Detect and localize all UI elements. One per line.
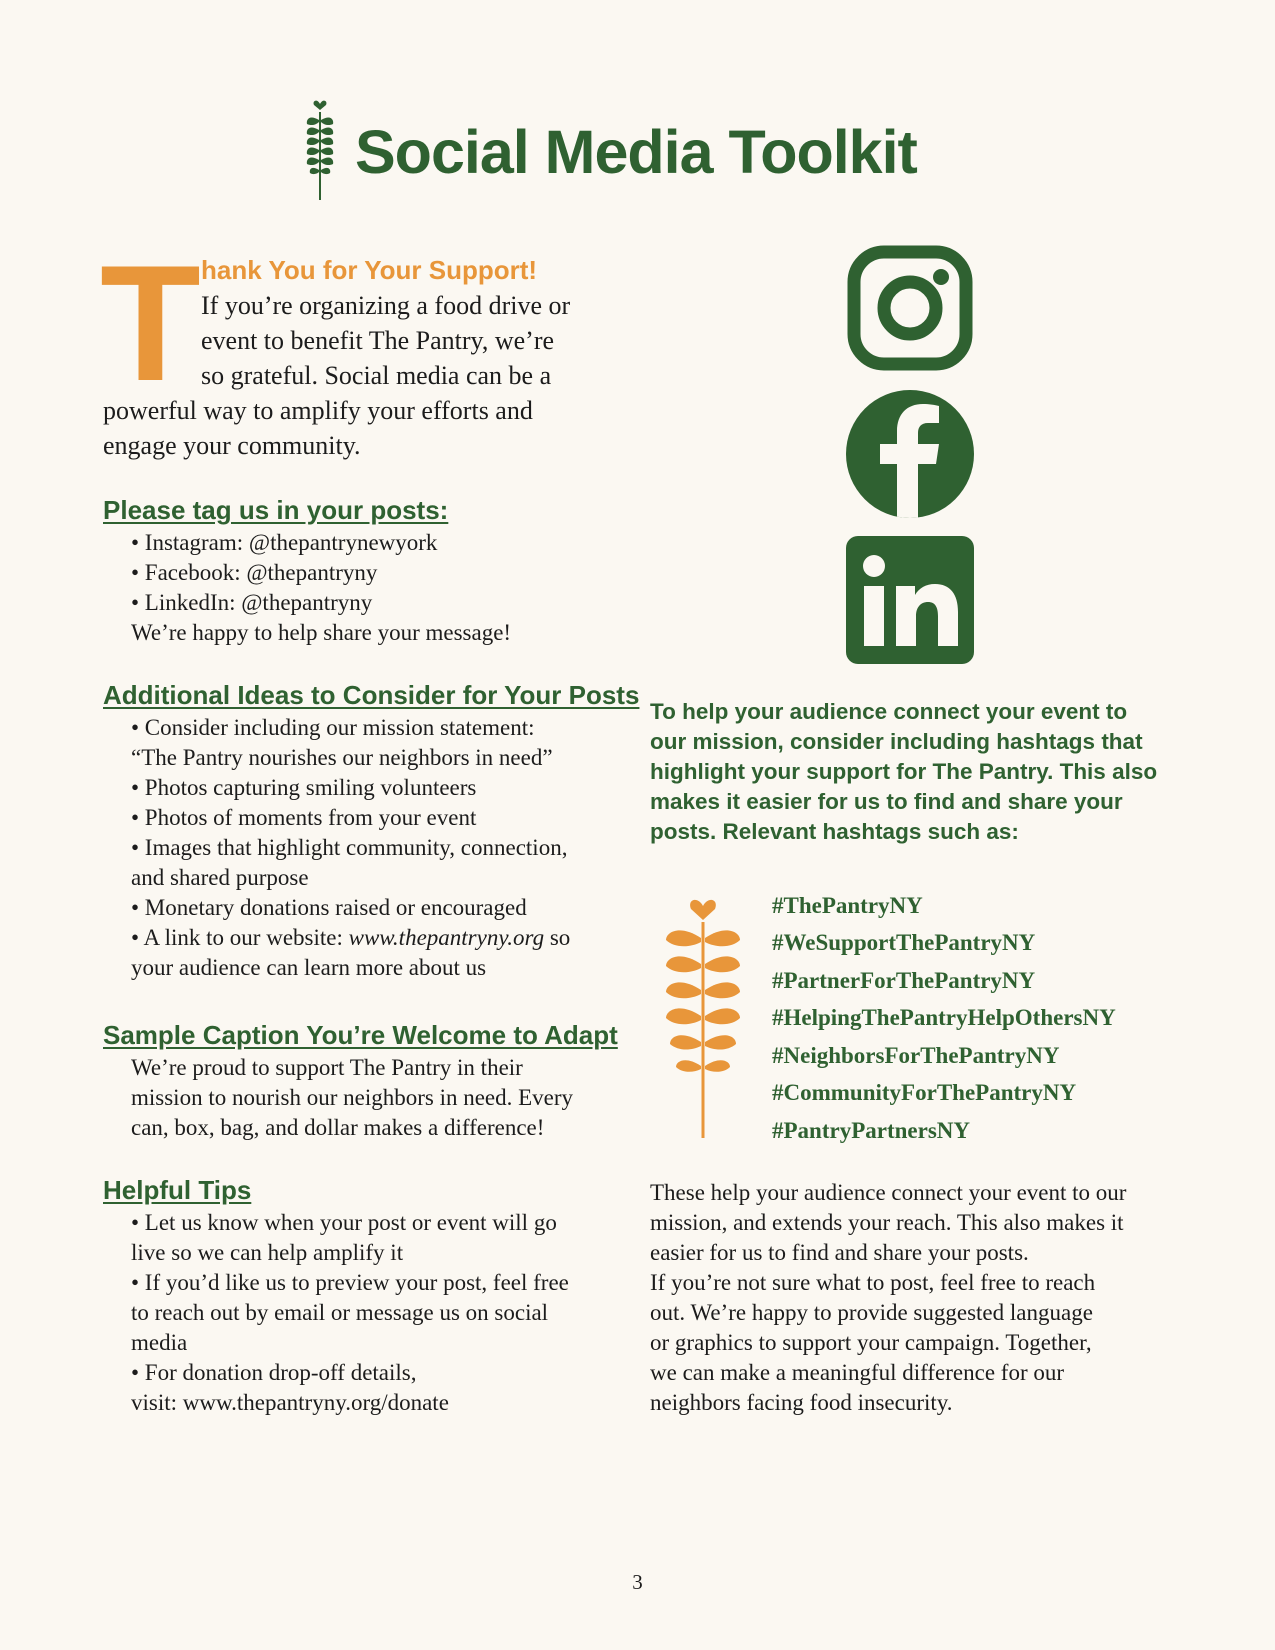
caption-section-heading: Sample Caption You’re Welcome to Adapt [103, 1020, 618, 1050]
instagram-icon [846, 244, 974, 372]
list-item: • Instagram: @thepantrynewyork [131, 530, 438, 555]
hashtag-intro-line: makes it easier for us to find and share your [650, 789, 1123, 814]
drop-cap: T [100, 231, 201, 415]
hashtag-intro-line: posts. Relevant hashtags such as: [650, 819, 1019, 844]
hashtag-item: #PantryPartnersNY [772, 1118, 971, 1143]
closing-line: These help your audience connect your event to our [650, 1180, 1127, 1205]
intro-line: event to benefit The Pantry, we’re [201, 326, 555, 355]
list-item: • Photos capturing smiling volunteers [131, 775, 477, 800]
hashtag-item: #CommunityForThePantryNY [772, 1080, 1077, 1105]
page-title: Social Media Toolkit [355, 118, 917, 186]
closing-line: out. We’re happy to provide suggested language [650, 1300, 1093, 1325]
wheat-icon [300, 98, 340, 202]
list-item: “The Pantry nourishes our neighbors in need” [131, 745, 553, 770]
list-item: and shared purpose [131, 865, 309, 890]
list-item: • LinkedIn: @thepantryny [131, 590, 373, 615]
hashtag-item: #WeSupportThePantryNY [772, 930, 1036, 955]
facebook-icon [846, 390, 974, 518]
tip-line: media [131, 1330, 188, 1355]
hashtag-item: #ThePantryNY [772, 893, 923, 918]
linkedin-icon [846, 536, 974, 664]
wheat-icon [658, 894, 748, 1140]
closing-line: mission, and extends your reach. This also makes it [650, 1210, 1124, 1235]
hashtag-intro-line: highlight your support for The Pantry. This also [650, 759, 1158, 784]
closing-line: we can make a meaningful difference for our [650, 1360, 1065, 1385]
intro-line: If you’re organizing a food drive or [201, 291, 571, 320]
list-item: • Facebook: @thepantryny [131, 560, 378, 585]
hashtag-intro-line: To help your audience connect your event to [650, 699, 1128, 724]
ideas-section-heading: Additional Ideas to Consider for Your Posts [103, 680, 640, 710]
list-item: your audience can learn more about us [131, 955, 487, 980]
tip-line: • If you’d like us to preview your post, feel free [131, 1270, 569, 1295]
hashtag-item: #NeighborsForThePantryNY [772, 1043, 1060, 1068]
list-item: • Consider including our mission statement: [131, 715, 535, 740]
intro-line: engage your community. [103, 431, 361, 460]
closing-line: neighbors facing food insecurity. [650, 1390, 953, 1415]
intro-line: so grateful. Social media can be a [201, 361, 552, 390]
tip-line: • Let us know when your post or event will go [131, 1210, 557, 1235]
tips-section-heading: Helpful Tips [103, 1175, 252, 1205]
caption-line: We’re proud to support The Pantry in their [131, 1055, 523, 1080]
hashtag-intro-line: our mission, consider including hashtags that [650, 729, 1143, 754]
link-prefix: • A link to our website: [131, 925, 349, 950]
closing-line: If you’re not sure what to post, feel free to reach [650, 1270, 1096, 1295]
caption-line: can, box, bag, and dollar makes a difference! [131, 1115, 545, 1140]
list-item: We’re happy to help share your message! [131, 620, 512, 645]
website-link[interactable]: www.thepantryny.org [348, 925, 545, 950]
tip-line: to reach out by email or message us on social [131, 1300, 549, 1325]
hashtag-item: #PartnerForThePantryNY [772, 968, 1036, 993]
hashtag-item: #HelpingThePantryHelpOthersNY [772, 1005, 1116, 1030]
caption-line: mission to nourish our neighbors in need. Every [131, 1085, 574, 1110]
closing-line: or graphics to support your campaign. Together, [650, 1330, 1092, 1355]
tip-line: live so we can help amplify it [131, 1240, 404, 1265]
tip-line: • For donation drop-off details, [131, 1360, 417, 1385]
tip-line: visit: www.thepantryny.org/donate [131, 1390, 449, 1415]
list-item: • Images that highlight community, connection, [131, 835, 568, 860]
closing-line: easier for us to find and share your posts. [650, 1240, 1029, 1265]
tag-section-heading: Please tag us in your posts: [103, 495, 449, 525]
link-suffix: so [544, 925, 571, 950]
intro-heading: hank You for Your Support! [201, 255, 538, 285]
list-item-website [131, 923, 570, 953]
list-item: • Monetary donations raised or encouraged [131, 895, 527, 920]
page-number: 3 [632, 1570, 643, 1594]
list-item: • Photos of moments from your event [131, 805, 477, 830]
intro-line: powerful way to amplify your efforts and [103, 396, 533, 425]
